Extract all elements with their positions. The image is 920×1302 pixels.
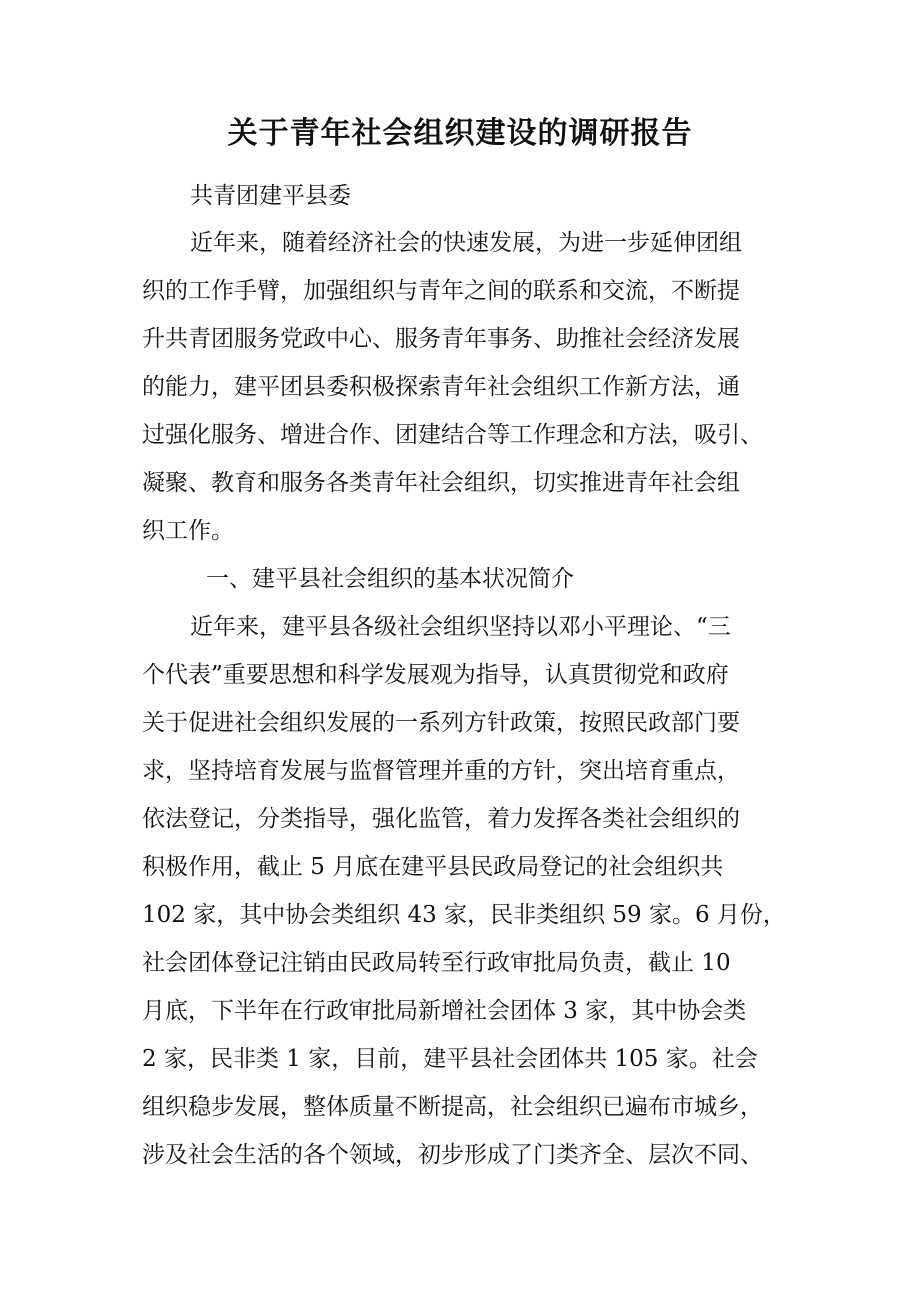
text-line: 的能力，建平团县委积极探索青年社会组织工作新方法，通 — [142, 374, 740, 400]
text-line: 涉及社会生活的各个领域，初步形成了门类齐全、层次不同、 — [142, 1142, 763, 1168]
text-line: 近年来，随着经济社会的快速发展，为进一步延伸团组 — [190, 230, 742, 256]
text-line: 个代表”重要思想和科学发展观为指导，认真贯彻党和政府 — [142, 662, 729, 688]
text-line: 组织稳步发展，整体质量不断提高，社会组织已遍布市城乡， — [142, 1094, 763, 1120]
text-line: 关于促进社会组织发展的一系列方针政策，按照民政部门要 — [142, 710, 740, 736]
text-line: 社会团体登记注销由民政局转至行政审批局负责，截止 10 — [142, 950, 731, 976]
text-line: 织的工作手臂，加强组织与青年之间的联系和交流，不断提 — [142, 278, 740, 304]
text-line: 积极作用，截止 5 月底在建平县民政局登记的社会组织共 — [142, 854, 724, 880]
section-heading: 一、建平县社会组织的基本状况简介 — [206, 566, 574, 592]
text-line: 2 家，民非类 1 家，目前，建平县社会团体共 105 家。社会 — [142, 1046, 758, 1072]
text-line: 102 家，其中协会类组织 43 家，民非类组织 59 家。6 月份， — [142, 902, 786, 928]
document-title: 关于青年社会组织建设的调研报告 — [227, 116, 693, 151]
text-line: 月底，下半年在行政审批局新增社会团体 3 家，其中协会类 — [142, 998, 747, 1024]
author-line: 共青团建平县委 — [190, 183, 351, 209]
text-line: 升共青团服务党政中心、服务青年事务、助推社会经济发展 — [142, 326, 740, 352]
text-line: 依法登记，分类指导，强化监管，着力发挥各类社会组织的 — [142, 806, 740, 832]
text-line: 近年来，建平县各级社会组织坚持以邓小平理论、“三 — [190, 614, 731, 640]
text-line: 过强化服务、增进合作、团建结合等工作理念和方法，吸引、 — [142, 422, 763, 448]
text-line: 凝聚、教育和服务各类青年社会组织，切实推进青年社会组 — [142, 470, 740, 496]
text-line: 织工作。 — [142, 518, 234, 544]
text-line: 求，坚持培育发展与监督管理并重的方针，突出培育重点， — [142, 758, 740, 784]
